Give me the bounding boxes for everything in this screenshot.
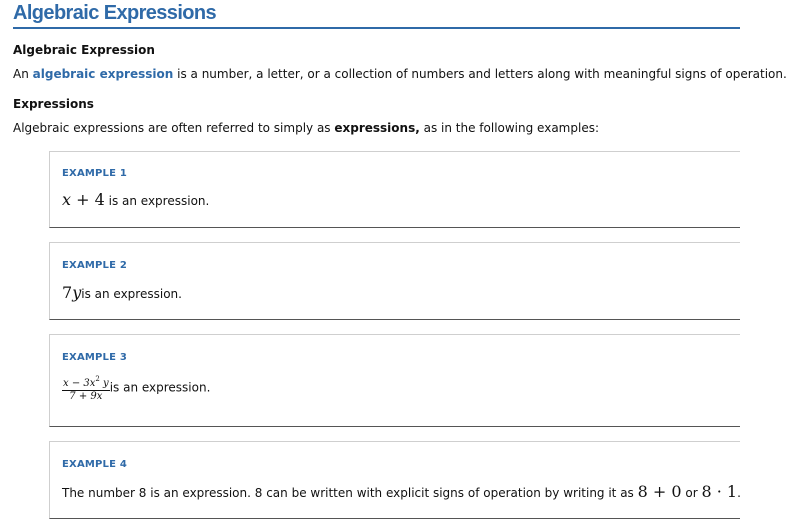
definition-heading: Algebraic Expression [13,43,155,57]
example-2-math-coef: 7 [62,283,73,302]
expressions-text-after: as in the following examples: [419,121,599,135]
definition-term-link[interactable]: algebraic expression [32,67,174,81]
example-box-2 [49,242,740,320]
page-title: Algebraic Expressions [13,2,217,24]
title-underline [13,27,740,29]
example-label-1: EXAMPLE 1 [62,168,128,179]
example-2-text: is an expression. [81,287,182,301]
example-box-1 [49,151,740,228]
example-label-3: EXAMPLE 3 [62,352,128,363]
example-line-2 [62,283,182,302]
example-box-4 [49,441,740,519]
example-1-math-rest: + 4 [71,190,105,209]
example-3-numerator: $x - 3x^2$ y [63,375,109,389]
example-2-math-var: y [72,283,82,302]
expressions-term: expressions, [334,121,420,135]
example-3-fraction [62,373,110,403]
example-4-math-sum: 8 + 0 [637,482,682,501]
example-label-4: EXAMPLE 4 [62,459,128,470]
definition-text-before: An [13,67,33,81]
example-4-text-mid: or [681,486,702,500]
example-1-math-var: x [62,190,72,209]
example-4-text: The number 8 is an expression. 8 can be written with explicit signs of operation by writing it as [62,486,638,500]
example-3-exponent: 2 [95,375,100,383]
example-3-denominator: 7 + 9x [69,391,103,402]
example-line-1 [62,190,209,209]
example-3-text: is an expression. [109,380,211,395]
example-line-3 [62,373,210,403]
example-box-3 [49,334,740,427]
expressions-text-before: Algebraic expressions are often referred to simply as [13,121,335,135]
example-line-4 [62,482,741,501]
example-4-math-product: 8 · 1 [701,482,738,501]
expressions-text [13,121,599,135]
definition-text [13,67,787,81]
definition-text-after: is a number, a letter, or a collection of numbers and letters along with meaningful signs of operation. [173,67,787,81]
expressions-heading: Expressions [13,97,94,111]
example-label-2: EXAMPLE 2 [62,260,128,271]
example-4-text-end: . [737,486,741,500]
example-1-text: is an expression. [104,194,210,208]
